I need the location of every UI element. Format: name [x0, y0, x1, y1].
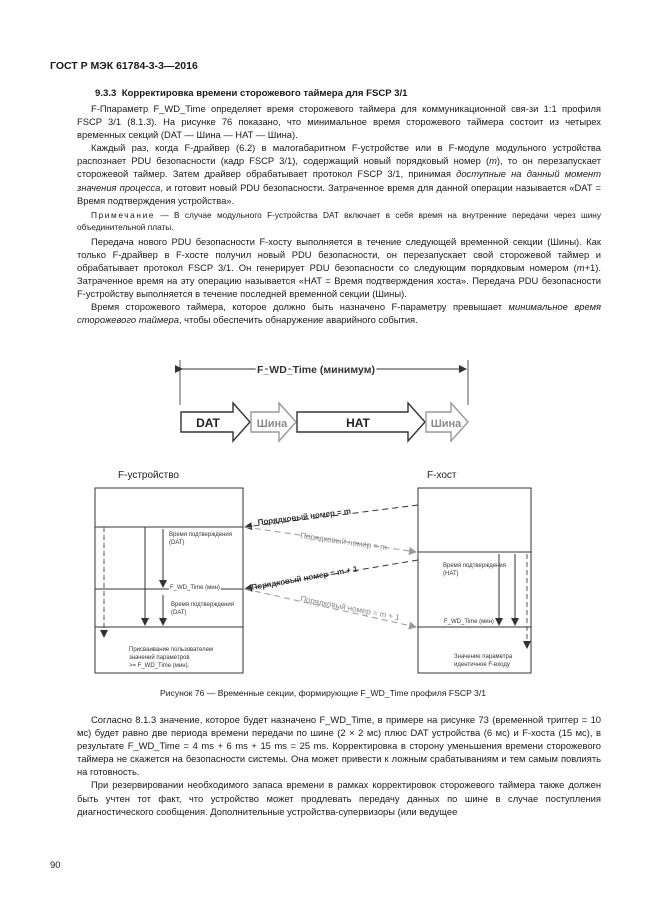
section-number: 9.3.3	[95, 88, 117, 99]
device-assign-line3: >= F_WD_Time (мин).	[129, 663, 190, 669]
msg-seq-m-label: Порядковый номер = m	[257, 506, 352, 527]
msg-seq-m1-label: Порядковый номер = m + 1	[250, 564, 359, 592]
section-title: Корректировка времени сторожевого таймера для FSCP 3/1	[121, 88, 408, 99]
msg-seq-m-return-label: Порядковый номер = m	[299, 531, 388, 553]
device-wd-label: F_WD_Time (мин)	[170, 585, 220, 591]
page-number: 90	[50, 859, 61, 870]
device-ack2-line2: (DAT)	[171, 610, 187, 616]
segment-hat-label: HAT	[346, 416, 370, 430]
paragraph-4: Время сторожевого таймера, которое должно быть назначено F-параметру превышает минимальное время сторожевого таймера, чтобы обеспечить обнаружение аварийного события.	[77, 301, 601, 326]
document-header: ГОСТ Р МЭК 61784-3-3—2016	[50, 60, 198, 72]
host-assign-line2: идентичное F-входу	[454, 662, 510, 668]
closing-text	[77, 713, 601, 818]
device-assign-line1: Присваивание пользователем	[129, 647, 214, 653]
device-title: F-устройство	[118, 470, 179, 481]
device-ack1-line2: (DAT)	[169, 540, 185, 546]
paragraph-1: F-Ппараметр F_WD_Time определяет время сторожевого таймера для коммуникационной свя-зи 1:1 профиля FSCP 3/1 (8.1.3). На рисунке 76 показано, что минимальное время сторожевого таймера состоит из четырех временных секций (DAT — Шина — HAT — Шина).	[77, 103, 601, 141]
paragraph-2: Каждый раз, когда F-драйвер (6.2) в малогабаритном F-устройстве или в F-модуле модульного устройства распознает PDU безопасности (кадр FSCP 3/1), содержащий новый порядковый номер (m), то он перезапускает сторожевой таймер. Затем драйвер обрабатывает протокол FSCP 3/1, принимая доступные на данный момент значения процесса, и готовит новый PDU безопасности. Затраченное время для данной операции называется «DAT = Время подтверждения устройства».	[77, 142, 601, 206]
figure-caption: Рисунок 76 — Временные секции, формирующие F_WD_Time профиля FSCP 3/1	[159, 688, 486, 698]
device-ack1-line1: Время подтверждения	[169, 532, 232, 538]
host-box	[418, 488, 531, 673]
host-assign-line1: Значение параметра	[454, 654, 513, 660]
host-wd-label: F_WD_Time (мин)	[444, 619, 494, 625]
device-ack2-line1: Время подтверждения	[171, 602, 234, 608]
paragraph-3: Передача нового PDU безопасности F-хосту выполняется в течение следующей временной секции (Шины). Как только F-драйвер в F-хосте получил новый PDU безопасности, он перезапускает свой сторожевой таймер и обрабатывает протокол FSCP 3/1. Он генерирует PDU безопасности со следующим порядковым номером (m+1). Затраченное время на эту операцию называется «HAT = Время подтверждения хоста». Передача PDU безопасности F-устройству выполняется в течение последней временной секции (Шины).	[77, 235, 601, 300]
segment-bus2-label: Шина	[430, 418, 462, 430]
note: Примечание — В случае модульного F-устройства DAT включает в себя время на внутренние передачи через шину объединительной платы.	[77, 209, 601, 232]
timeline-title: F_WD_Time (минимум)	[257, 364, 375, 376]
device-box	[95, 488, 243, 673]
paragraph-5: Согласно 8.1.3 значение, которое будет назначено F_WD_Time, в примере на рисунке 73 (временной триггер = 10 мс) будет равно две периода времени передачи по шине (2 × 2 мс) плюс DAT устройства (6 мс) и F-хоста (15 мс), в результате F_WD_Time = 4 ms + 6 ms + 15 ms = 25 ms. Корректировка в сторону уменьшения времени сторожевого таймера не скажется на безопасности системы. Она может привести к ложным срабатываниям и тем самым повлиять на готовность.	[77, 714, 601, 778]
segment-bus1-label: Шина	[256, 418, 288, 430]
host-ack-line1: Время подтверждения	[443, 563, 506, 569]
note-label: Примечание	[91, 209, 156, 220]
host-ack-line2: (HAT)	[443, 571, 459, 577]
segment-dat-label: DAT	[196, 416, 220, 430]
device-assign-line2: значений параметров	[129, 655, 190, 661]
paragraph-6: При резервировании необходимого запаса времени в рамках корректировок сторожевого таймера также должен быть учтен тот факт, что устройство может продлевать передачу данных по шине в случае поступления диагностического сообщения. Дополнительные устройства-супервизоры (или ведущее	[77, 779, 601, 817]
msg-seq-m1-return-label: Порядковый номер = m + 1	[299, 594, 401, 623]
host-title: F-хост	[427, 470, 457, 481]
